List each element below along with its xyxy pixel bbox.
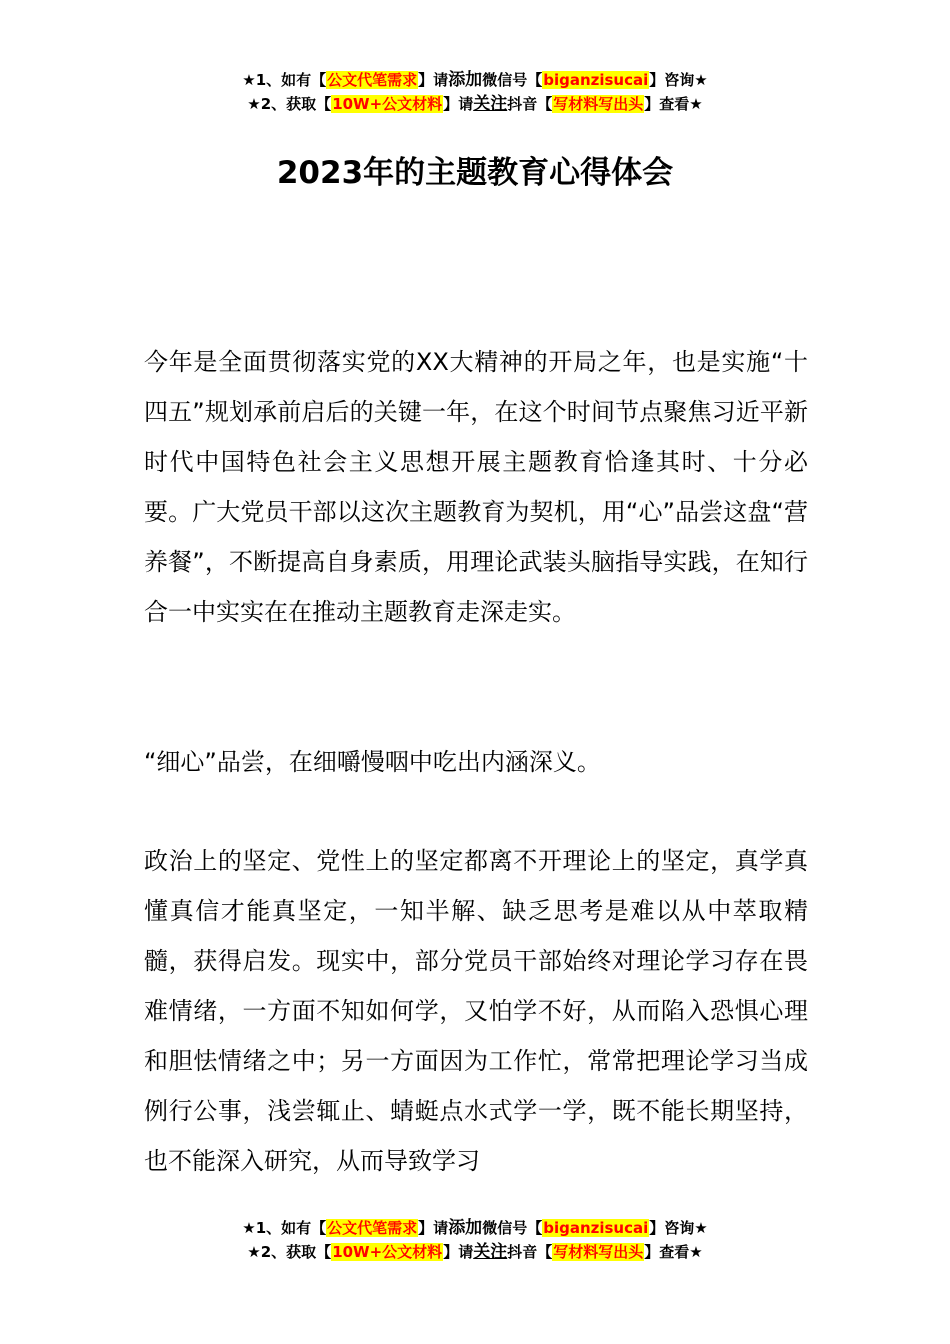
douyin-account-highlight: 写材料写出头	[553, 95, 644, 113]
footer-follow-emphasis: 关注	[473, 1242, 508, 1262]
header-line-2-mid2: 抖音【	[507, 95, 553, 113]
paragraph-subheading	[144, 737, 808, 787]
header-line-1	[0, 68, 950, 92]
header-follow-emphasis: 关注	[473, 94, 508, 114]
paragraph-intro	[144, 337, 808, 637]
footer-line-1	[0, 1216, 950, 1240]
header-add-emphasis: 添加	[448, 70, 483, 90]
footer-line-1-mid: 】请	[418, 1219, 449, 1237]
materials-highlight: 10W+公文材料	[332, 1243, 443, 1261]
wechat-id-highlight: biganzisucai	[543, 71, 649, 89]
header-line-1-mid: 】请	[418, 71, 449, 89]
footer-line-1-mid2: 微信号【	[482, 1219, 543, 1237]
paragraph-text: 今年是全面贯彻落实党的XX大精神的开局之年，也是实施“十四五”规划承前启后的关键一年，在这个时间节点聚焦习近平新时代中国特色社会主义思想开展主题教育恰逢其时、十分必要。广大党员干部以这次主题教育为契机，用“心”品尝这盘“营养餐”，不断提高自身素质，用理论武装头脑指导实践，在知行合一中实实在在推动主题教育走深走实。	[144, 348, 808, 626]
paragraph-text: “细心”品尝，在细嚼慢咽中吃出内涵深义。	[144, 748, 601, 776]
header-line-2-mid: 】请	[443, 95, 474, 113]
footer-add-emphasis: 添加	[448, 1218, 483, 1238]
materials-highlight: 10W+公文材料	[332, 95, 443, 113]
footer-line-2-prefix: ★2、获取【	[247, 1243, 332, 1261]
header-line-2-suffix: 】查看★	[644, 95, 703, 113]
footer-line-2-suffix: 】查看★	[644, 1243, 703, 1261]
footer-line-2-mid2: 抖音【	[507, 1243, 553, 1261]
header-line-1-suffix: 】咨询★	[649, 71, 708, 89]
paragraph-text: 政治上的坚定、党性上的坚定都离不开理论上的坚定，真学真懂真信才能真坚定，一知半解、缺乏思考是难以从中萃取精髓，获得启发。现实中，部分党员干部始终对理论学习存在畏难情绪，一方面不知如何学，又怕学不好，从而陷入恐惧心理和胆怯情绪之中；另一方面因为工作忙，常常把理论学习当成例行公事，浅尝辄止、蜻蜓点水式学一学，既不能长期坚持，也不能深入研究，从而导致学习	[144, 847, 808, 1175]
footer-line-1-prefix: ★1、如有【	[242, 1219, 327, 1237]
footer-banner	[0, 1216, 950, 1264]
paragraph-body	[144, 836, 808, 1186]
header-line-1-mid2: 微信号【	[482, 71, 543, 89]
footer-line-2-mid: 】请	[443, 1243, 474, 1261]
document-title: 2023年的主题教育心得体会	[276, 155, 674, 191]
header-line-2-prefix: ★2、获取【	[247, 95, 332, 113]
ghostwriting-service-highlight: 公文代笔需求	[327, 71, 418, 89]
footer-line-2	[0, 1240, 950, 1264]
header-line-1-prefix: ★1、如有【	[242, 71, 327, 89]
footer-line-1-suffix: 】咨询★	[649, 1219, 708, 1237]
ghostwriting-service-highlight: 公文代笔需求	[327, 1219, 418, 1237]
header-line-2	[0, 92, 950, 116]
douyin-account-highlight: 写材料写出头	[553, 1243, 644, 1261]
wechat-id-highlight: biganzisucai	[543, 1219, 649, 1237]
header-banner	[0, 68, 950, 116]
